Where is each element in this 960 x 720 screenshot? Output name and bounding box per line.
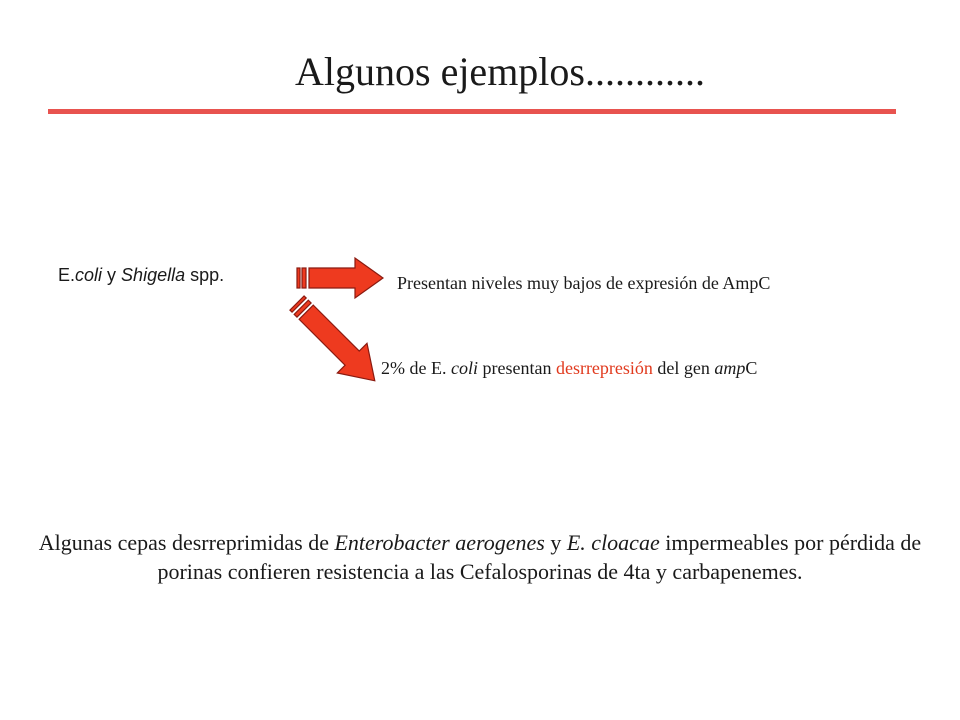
diagonal-arrow-icon [282, 288, 389, 395]
para-part-3: impermeables por pérdida de porinas confieren resistencia a las Cefalosporinas de 4ta y carbapenemes. [157, 530, 922, 584]
horizontal-arrow-icon [297, 258, 383, 298]
subject-coli: coli [75, 265, 103, 285]
slide-title: Algunos ejemplos............ [295, 49, 705, 94]
derepression-highlight: desrrepresión [555, 358, 653, 378]
resistance-paragraph [20, 528, 940, 586]
para-part-1: Algunas cepas desrreprimidas de [38, 530, 335, 555]
subject-shigella: Shigella [121, 265, 186, 285]
subject-genus-e: E. [58, 265, 76, 285]
para-part-2: y [544, 530, 567, 555]
derepression-coli: coli [450, 358, 478, 378]
gene-amp: amp [714, 358, 746, 378]
low-expression-text: Presentan niveles muy bajos de expresión de AmpC [397, 273, 771, 293]
gene-c: C [745, 358, 758, 378]
derepression-text [381, 355, 901, 381]
derepression-mid: presentan [477, 358, 556, 378]
derepression-pre: 2% de E. [381, 358, 451, 378]
subject-and: y [102, 265, 122, 285]
subject-spp: spp. [185, 265, 225, 285]
species-cloacae: E. cloacae [566, 530, 660, 555]
derepression-post: del gen [652, 358, 715, 378]
species-enterobacter: Enterobacter aerogenes [334, 530, 545, 555]
